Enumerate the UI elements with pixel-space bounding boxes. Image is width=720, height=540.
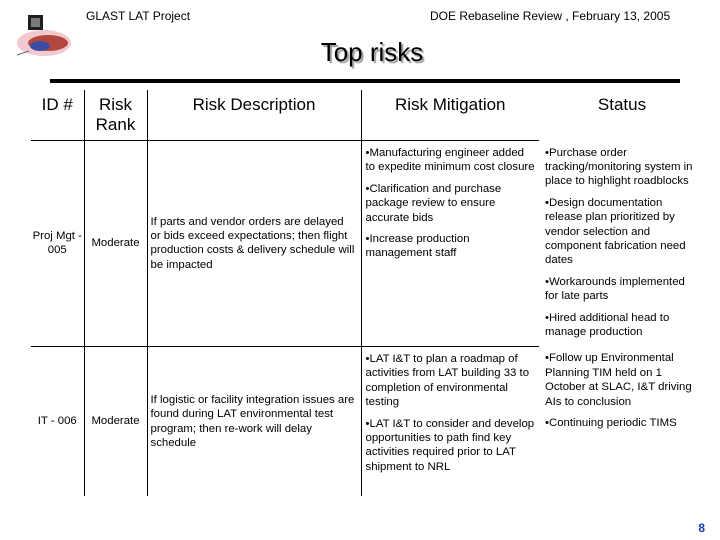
risk-rank: Moderate bbox=[84, 346, 147, 496]
mitigation-item: •Clarification and purchase package review to ensure accurate bids bbox=[365, 182, 502, 224]
page-title: Top risks bbox=[320, 37, 424, 67]
column-header: Risk Description bbox=[147, 90, 361, 141]
title-divider bbox=[50, 79, 680, 83]
status-item: •Continuing periodic TIMS bbox=[545, 417, 677, 429]
column-header: Risk Rank bbox=[84, 90, 147, 141]
risk-id: IT - 006 bbox=[31, 346, 84, 496]
risk-description: If logistic or facility integration issues are found during LAT environmental test program; then re-work will delay schedule bbox=[147, 346, 361, 496]
risk-id: Proj Mgt - 005 bbox=[31, 141, 84, 347]
status-item: •Design documentation release plan prioritized by vendor selection and component fabrication need dates bbox=[545, 196, 686, 267]
column-header: Risk Mitigation bbox=[361, 90, 539, 141]
risk-mitigation bbox=[361, 346, 539, 496]
status-item: •Workarounds implemented for late parts bbox=[545, 275, 685, 303]
risk-rank: Moderate bbox=[84, 141, 147, 347]
risk-description: If parts and vendor orders are delayed or bids exceed expectations; then flight production costs & delivery schedule will be impacted bbox=[147, 141, 361, 347]
status-item: •Purchase order tracking/monitoring system in place to highlight roadblocks bbox=[545, 146, 693, 188]
risk-mitigation bbox=[361, 141, 539, 347]
status-item: •Hired additional head to manage production bbox=[545, 311, 670, 338]
mitigation-item: •LAT I&T to plan a roadmap of activities from LAT building 33 to completion of environmental testing bbox=[365, 352, 530, 409]
table-row bbox=[31, 346, 705, 496]
column-header: Status bbox=[597, 95, 647, 114]
column-header: ID # bbox=[41, 95, 73, 114]
mitigation-item: •Manufacturing engineer added to expedite minimum cost closure bbox=[365, 147, 535, 174]
table-row bbox=[31, 141, 705, 347]
mitigation-item: •Increase production management staff bbox=[365, 233, 470, 260]
status-item: •Follow up Environmental Planning TIM held on 1 October at SLAC, I&T driving AIs to conclusion bbox=[545, 352, 692, 408]
page-number: 8 bbox=[698, 521, 705, 535]
review-name: DOE Rebaseline Review , February 13, 2005 bbox=[430, 9, 671, 23]
risks-table bbox=[31, 90, 705, 496]
risk-status bbox=[539, 141, 705, 347]
mitigation-item: •LAT I&T to consider and develop opportunities to path find key activities required prior to LAT shipment to NRL bbox=[365, 417, 535, 473]
risk-status bbox=[539, 346, 705, 496]
project-name: GLAST LAT Project bbox=[86, 9, 191, 23]
table-header-row bbox=[31, 90, 705, 141]
